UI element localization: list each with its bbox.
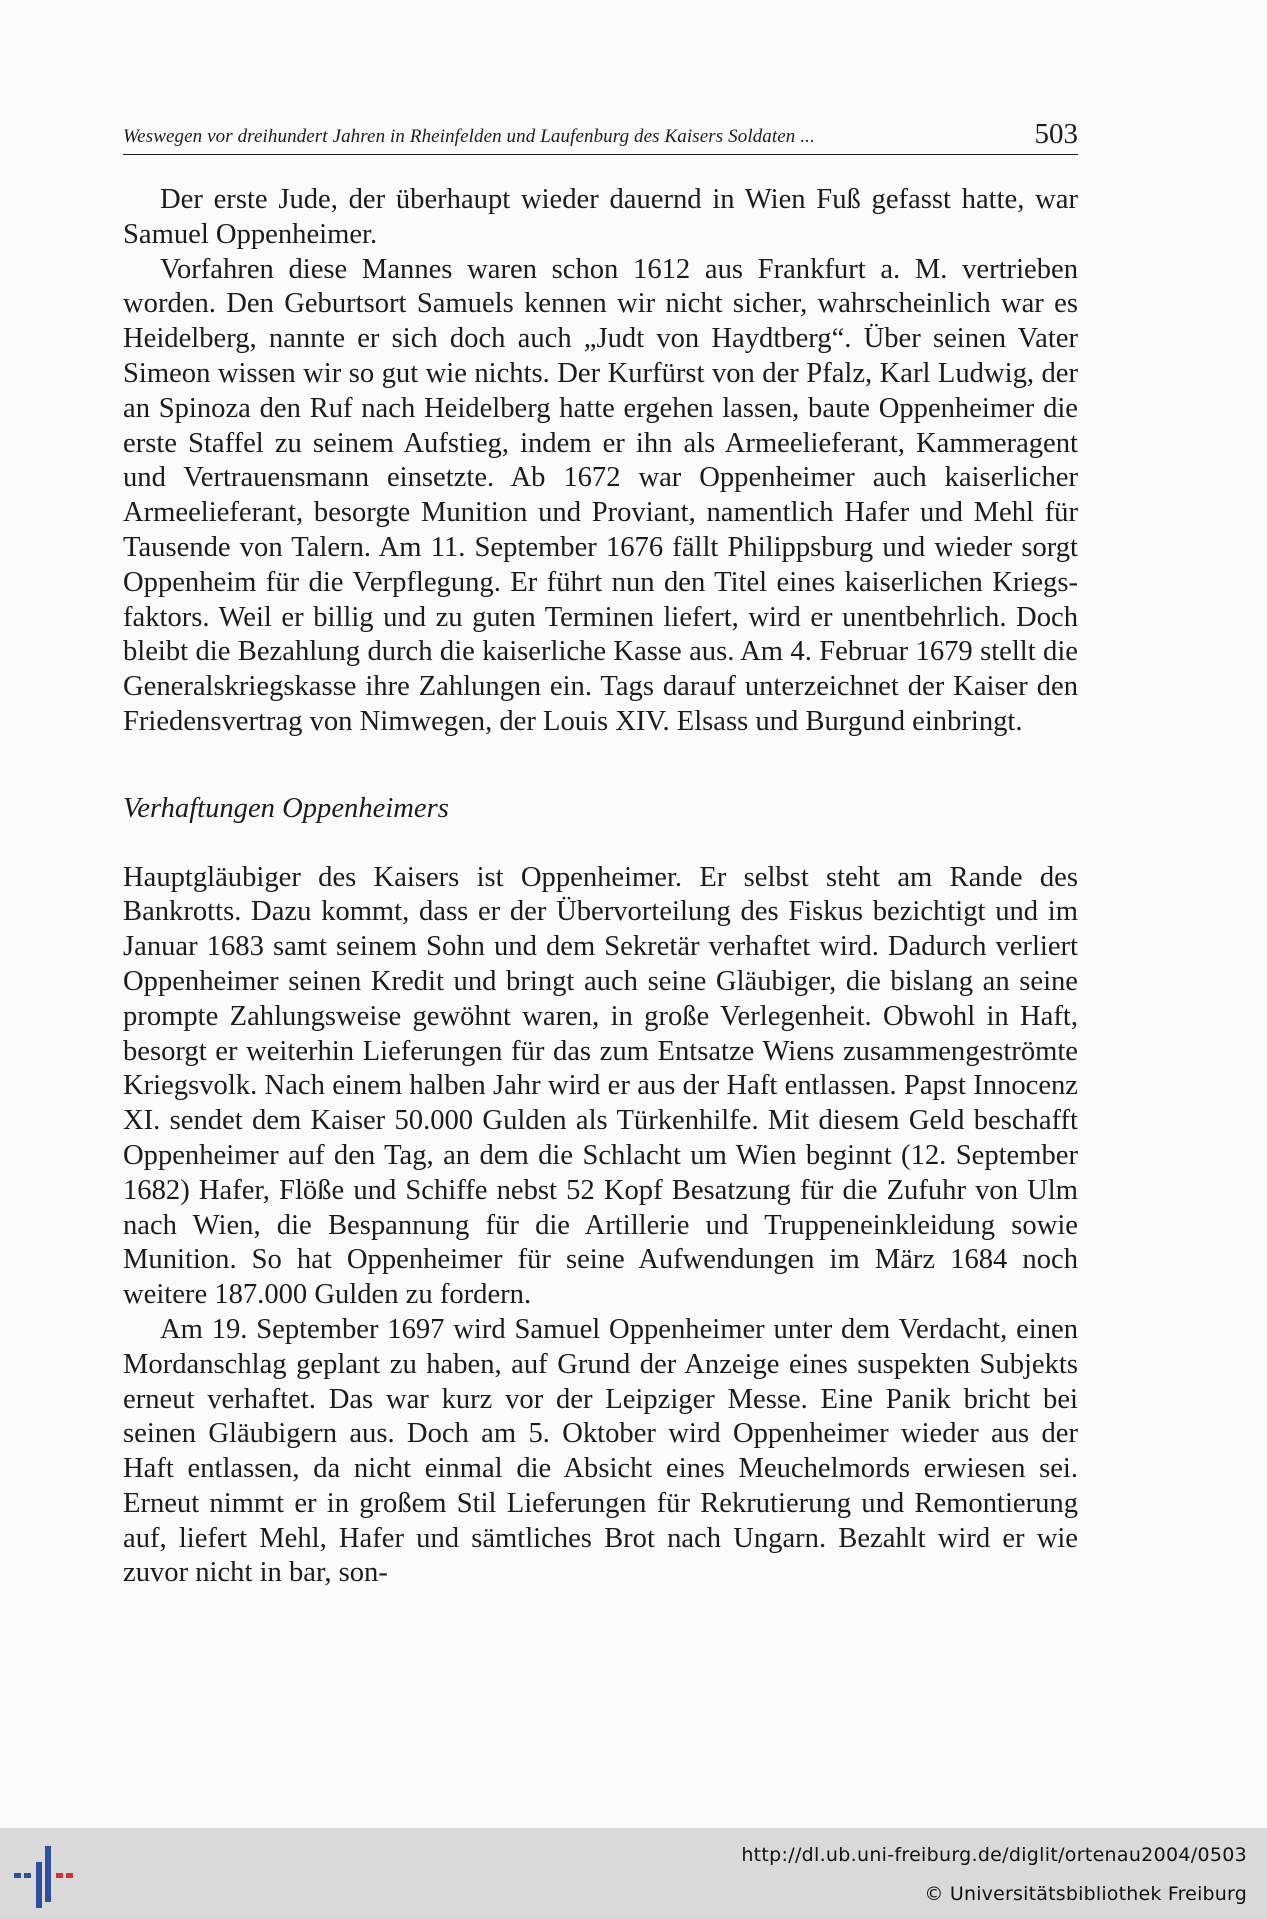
paragraph-1: Der erste Jude, der überhaupt wieder dauernd in Wien Fuß gefasst hatte, war Samuel Oppenheimer. <box>123 184 1078 250</box>
footer-bar <box>0 1828 1267 1919</box>
running-head <box>123 118 1078 155</box>
footer-copyright: © Universitätsbibliothek Freiburg <box>924 1883 1247 1905</box>
section-heading: Verhaftungen Oppenheimers <box>123 792 449 824</box>
ub-freiburg-logo-icon <box>12 1840 84 1912</box>
paragraph-3: Hauptgläubiger des Kaisers ist Oppenheimer. Er selbst steht am Rande des Bankrotts. Dazu kommt, dass er der Übervorteilung des Fiskus bezichtigt und im Januar 1683 samt seinem Sohn und dem Sekretär verhaftet wird. Dadurch verliert Oppenheimer seinen Kredit und bringt auch seine Gläubiger, die bislang an seine prompte Zahlungsweise gewöhnt waren, in große Verlegenheit. Obwohl in Haft, besorgt er weiterhin Lieferungen für das zum Entsatze Wiens zusammengeströmte Kriegsvolk. Nach einem halben Jahr wird er aus der Haft entlassen. Papst Innocenz XI. sendet dem Kaiser 50.000 Gulden als Türkenhilfe. Mit diesem Geld beschafft Oppenheimer auf den Tag, an dem die Schlacht um Wien beginnt (12. September 1682) Hafer, Flöße und Schiffe nebst 52 Kopf Besatzung für die Zufuhr von Ulm nach Wien, die Bespannung für die Artillerie und Truppeneinkleidung sowie Munition. So hat Oppenheimer für seine Aufwendungen im März 1684 noch weitere 187.000 Gulden zu fordern. <box>123 861 1078 1311</box>
page-number: 503 <box>1034 118 1078 150</box>
body-text <box>123 183 1078 1591</box>
paragraph-2: Vorfahren diese Mannes waren schon 1612 aus Frankfurt a. M. vertrieben worden. Den Geburtsort Samuels kennen wir nicht sicher, wahrscheinlich war es Heidelberg, nannte er sich doch auch „Judt von Haydtberg“. Über seinen Vater Simeon wissen wir so gut wie nichts. Der Kurfürst von der Pfalz, Karl Ludwig, der an Spinoza den Ruf nach Heidelberg hatte ergehen lassen, baute Oppenheimer die erste Staffel zu seinem Aufstieg, indem er ihn als Armeelieferant, Kammeragent und Vertrauensmann einsetzte. Ab 1672 war Oppenheimer auch kaiserlicher Armeelieferant, besorgte Munition und Proviant, namentlich Hafer und Mehl für Tausende von Talern. Am 11. September 1676 fällt Philippsburg und wieder sorgt Oppenheim für die Verpflegung. Er führt nun den Titel eines kaiserlichen Kriegsfaktors. Weil er billig und zu guten Terminen liefert, wird er unentbehrlich. Doch bleibt die Bezahlung durch die kaiserliche Kasse aus. Am 4. Februar 1679 stellt die Generalskriegskasse ihre Zahlungen ein. Tags darauf unterzeichnet der Kaiser den Friedensvertrag von Nimwegen, der Louis XIV. Elsass und Burgund einbringt. <box>123 253 1078 737</box>
paragraph-4: Am 19. September 1697 wird Samuel Oppenheimer unter dem Verdacht, einen Mordanschlag geplant zu haben, auf Grund der Anzeige eines suspekten Subjekts erneut verhaftet. Das war kurz vor der Leipziger Messe. Eine Panik bricht bei seinen Gläubigern aus. Doch am 5. Oktober wird Oppenheimer wieder aus der Haft entlassen, da nicht einmal die Absicht eines Meuchelmords erwiesen sei. Erneut nimmt er in großem Stil Lieferungen für Rekrutierung und Remontierung auf, liefert Mehl, Hafer und sämtliches Brot nach Ungarn. Bezahlt wird er wie zuvor nicht in bar, son- <box>123 1313 1078 1589</box>
footer-url-link[interactable]: http://dl.ub.uni-freiburg.de/diglit/ortenau2004/0503 <box>741 1844 1247 1866</box>
running-title: Weswegen vor dreihundert Jahren in Rheinfelden und Laufenburg des Kaisers Soldaten ... <box>123 126 815 147</box>
